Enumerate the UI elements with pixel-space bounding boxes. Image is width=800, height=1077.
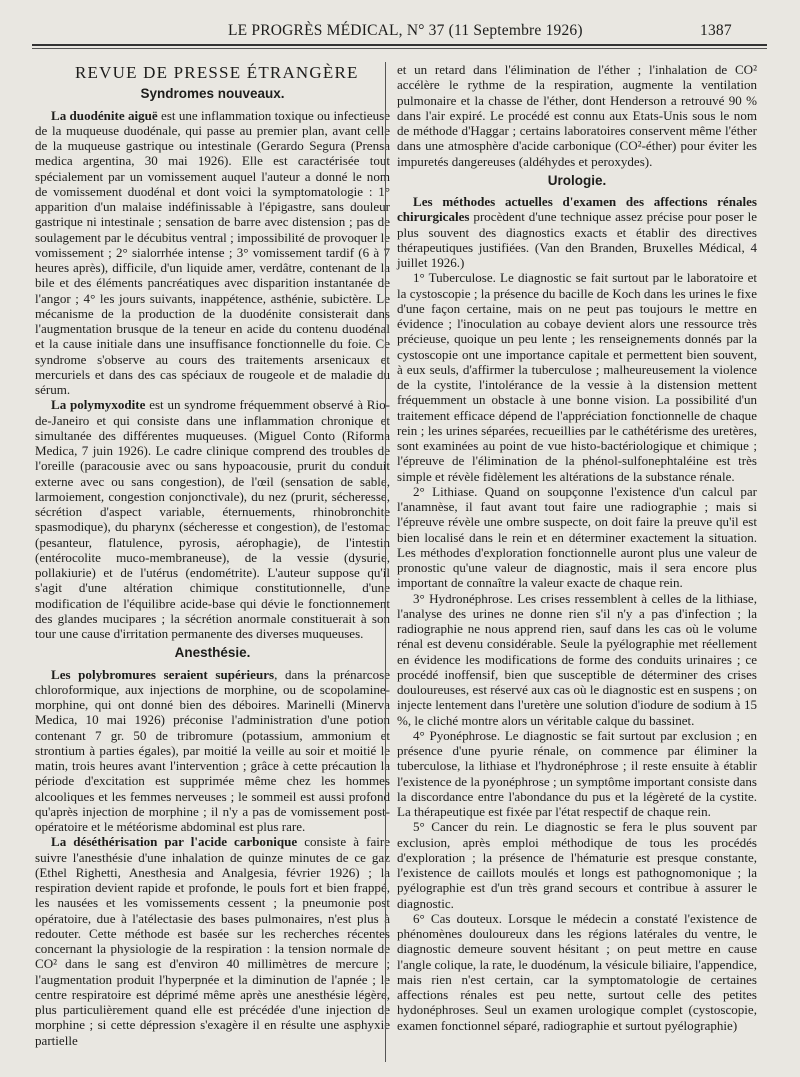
paragraph-hydronephrose: 3° Hydronéphrose. Les crises ressemblent à celles de la lithiase, l'analyse des urines ne donne rien s'il n'y a pas d'infection ; la radiographie ne nous apprend rien, sauf dans les cas où le volume rénal est devenu considérable. Seule la pyélographie met réellement en évidence les modifications de forme des conduits urinaires ; ce procédé inoffensif, bien que susceptible de déterminer des crises douloureuses, est réservé aux cas où le diagnostic est en suspens ; on injecte lentement dans l'uretère une solution d'iodure de sodium à 15 %, le cliché montre alors un véritable calque du bassinet. — [397, 590, 757, 728]
paragraph-methodes — [397, 194, 757, 270]
text-desetherisation: consiste à faire suivre l'anesthésie d'une inhalation de quinze minutes de ce gaz (Ethel Righetti, Anesthesia and Analgesia, février 1926) ; la respiration devient rapide et profonde, le pouls fort et bien frappé, les nausées et les vomissements cessent ; la pneumonie post opératoire, due à l'atélectasie des bases pulmonaires, n'est plus à redouter. Cette méthode est basée sur les recherches récentes concernant la physiologie de la respiration : la tension normale de CO² dans le sang est d'environ 40 millimètres de mercure ; l'augmentation produit l'hyperpnée et la diminution de l'apnée ; le centre respiratoire est déprimé même après une anesthésie légère, plus particulièrement quand elle est précédée d'une injection de morphine ; si cette dépression s'exagère il en résulte une asphyxie partielle — [35, 834, 391, 1048]
text-methodes: procèdent d'une technique assez précise pour poser le plus souvent des diagnostics exacts et établir des directives thérapeutiques justifiées. (Van den Branden, Bruxelles Médical, 4 juillet 1926.) — [397, 209, 757, 270]
running-header — [0, 22, 800, 42]
paragraph-polybromures — [35, 667, 390, 835]
page-number: 1387 — [700, 22, 732, 39]
section-title-urologie: Urologie. — [547, 172, 607, 188]
section-title-syndromes: Syndromes nouveaux. — [140, 86, 285, 102]
text-polybromures: , dans la prénarcose chloroformique, aux injections de morphine, ou de scopolamine-morphine, qui ont donné bien des déboires. Marinelli (Minerva Medica, 10 mai 1926) préconise l'administration d'une potion contenant 7 gr. 50 de tribromure (potassium, ammonium et strontium à parties égales), par moitié la veille au soir et moitié le matin, trois heures avant l'intervention ; grâce à cette précaution la période d'excitation est supprimée même chez les hommes alcooliques et les femmes nerveuses ; le sommeil est aussi profond qu'après injection de morphine ; il n'y a pas de vomissement post-opératoire et le météorisme abdominal est plus rare. — [35, 666, 390, 834]
paragraph-cas-douteux: 6° Cas douteux. Lorsque le médecin a constaté l'existence de phénomènes douloureux dans les régions latérales du ventre, le diagnostic demeure souvent hésitant ; on peut mettre en cause l'angle colique, la rate, le duodénum, la vésicule biliaire, l'appendice, mais rien n'est certain, car la symptomatologie de certaines affections rénales est peu nette, surtout celle des petites hydonéphroses. Seul un examen urologique complet (cystoscopie, examen fonctionnel séparé, radiographie et surtout pyélographie) — [397, 910, 757, 1033]
paragraph-desetherisation — [35, 834, 390, 1048]
text-duodenite: est une inflammation toxique ou infectieuse de la muqueuse duodénale, qui passe au premier plan, avant celle de la muqueuse gastrique ou intestinale (Gerardo Segura (Prensa medica argentina, 30 mai 1926). Elle est caractérisée tout spécialement par un vomissement auquel l'auteur a donné le nom de vomissement duodénal et dont voici la symptomatologie : 1° apparition d'un malaise indéfinissable à l'épigastre, sans douleur gastrique ni intestinale ; sensation de barre avec distension ; pas de soulagement par le décubitus ventral ; impossibilité de provoquer le vomissement ; 2° sialorrhée intense ; 3° vomissement tardif (6 à 7 heures après), difficile, d'un liquide amer, verdâtre, contenant de la bile et des éléments pancréatiques avec disparition instantanée de l'angor ; 4° les jours suivants, inappétence, asthénie, subictère. Le mécanisme de la production de la duodénite consisterait dans l'augmentation brusque de la teneur en acide du contenu duodénal et la cause initiale dans une insuffisance fonctionnelle du foie. Ce syndrome s'observe au cours des traitements arsenicaux et mercuriels et dans des cas spéciaux de rougeole et de maladie du sérum. — [35, 107, 390, 397]
paragraph-cancer: 5° Cancer du rein. Le diagnostic se fera le plus souvent par exclusion, après emploi méthodique de tous les procédés d'exploration ; la présence de l'hématurie est presque constante, l'existence de caillots moulés et longs est pathognomonique ; la pyélographie est d'un très grand secours et contribue à assurer le diagnostic. — [397, 819, 757, 911]
section-title-anesthesie: Anesthésie. — [174, 645, 251, 661]
paragraph-pyonephrose: 4° Pyonéphrose. Le diagnostic se fait surtout par exclusion ; en présence d'une pyurie rénale, on commence par éliminer la tuberculose, la lithiase et l'hydronéphrose ; il reste ensuite à établir l'existence de la pyonéphrose ; un symptôme important consiste dans la discordance entre l'abondance du pus et la légèreté de la cystite. La thérapeutique est fixée par l'état respectif de chaque rein. — [397, 727, 757, 819]
left-column — [35, 62, 390, 1048]
paragraph-tuberculose: 1° Tuberculose. Le diagnostic se fait surtout par le laboratoire et la cystoscopie ; la présence du bacille de Koch dans les urines le fixe d'une façon certaine, mais on ne peut pas toujours le mettre en évidence ; l'inoculation au cobaye devient alors une ressource très précieuse, quoique un peu lente ; les renseignements donnés par la cystoscopie ont une importance capitale et permettent bien souvent, à eux seuls, d'affirmer la tuberculose ; malheureusement la violence de la cystite, l'intolérance de la vessie à la distension mettent fréquemment un obstacle à une bonne vision. La possibilité d'un traitement efficace dépend de l'appréciation fonctionnelle de chaque rein ; les urines séparées, recueillies par le cathétérisme des uretères, sont examinées au point de vue histo-bactériologique et chimique ; l'épreuve de l'élimination de la phénol-sulfonephtaléine est très simple et révèle fidèlement les altérations de la substance rénale. — [397, 270, 757, 484]
lead-polymyxodite: La polymyxodite — [51, 397, 146, 413]
lead-methodes: Les méthodes actuelles d'examen des affections rénales chirurgicales — [397, 194, 757, 225]
text-polymyxodite: est un syndrome fréquemment observé à Rio-de-Janeiro et qui consiste dans une inflammation chronique et simultanée des différentes muqueuses. (Miguel Conto (Riforma Medica, 7 juin 1926). Le cadre clinique comprend des troubles de l'oreille (paracousie avec ou sans hypoacousie, prurit du conduit externe avec ou sans congestion), de l'œil (sensation de sable, larmoiement, congestion conjonctivale), du nez (prurit, sécheresse, sécrétion d'aspect variable, éternuements, rhinobronchite spasmodique), du pharynx (sécheresse et congestion), de l'estomac (pesanteur, flatulence, pyrosis, aérophagie), de l'intestin (entérocolite muco-membraneuse), de la vessie (dysurie, pollakiurie) et de l'utérus (endométrite). L'auteur suppose qu'il s'agit d'une altération chimique constitutionnelle, d'une modification de l'équilibre acide-base qui dévie le fonctionnement des glandes mucipares ; la sécrétion anormale constituerait à son tour une cause d'irritation permanente des diverses muqueuses. — [35, 397, 390, 641]
running-title: LE PROGRÈS MÉDICAL, N° 37 (11 Septembre 1926) — [228, 22, 583, 39]
paragraph-lithiase: 2° Lithiase. Quand on soupçonne l'existence d'un calcul par l'anamnèse, il faut avant tout faire une radiographie ; mais si l'épreuve révèle une ombre suspecte, on doit faire la preuve qu'il est bien localisé dans le rein et en déterminer exactement la situation. Les méthodes d'exploration fonctionnelle auront plus une valeur de pronostic qu'une valeur de diagnostic, mais il sera encore plus important de connaître la valeur exacte de chaque rein. — [397, 483, 757, 591]
rubric-title: REVUE DE PRESSE ÉTRANGÈRE — [75, 63, 359, 82]
header-rule-thick — [32, 44, 767, 46]
right-column — [397, 62, 757, 1033]
column-divider — [385, 62, 386, 1062]
paragraph-polymyxodite — [35, 397, 390, 641]
paragraph-continuation: et un retard dans l'élimination de l'éther ; l'inhalation de CO² accélère le rythme de la respiration, augmente la ventilation pulmonaire et la chasse de l'éther, dont Henderson a retrouvé 90 % dans l'air expiré. Le procédé est connu aux Etats-Unis sous le nom de méthode d'Haggar ; certains laboratoires conservent même l'éther dans une atmosphère d'acide carbonique (CO²-éther) pour éviter les impuretés dangereuses (aldéhydes et peroxydes). — [397, 62, 757, 169]
lead-duodenite: La duodénite aiguë — [51, 107, 158, 123]
lead-desetherisation: La déséthérisation par l'acide carbonique — [51, 834, 298, 850]
paragraph-duodenite — [35, 108, 390, 398]
lead-polybromures: Les polybromures seraient supérieurs — [51, 666, 275, 682]
header-rule-thin — [32, 48, 767, 49]
